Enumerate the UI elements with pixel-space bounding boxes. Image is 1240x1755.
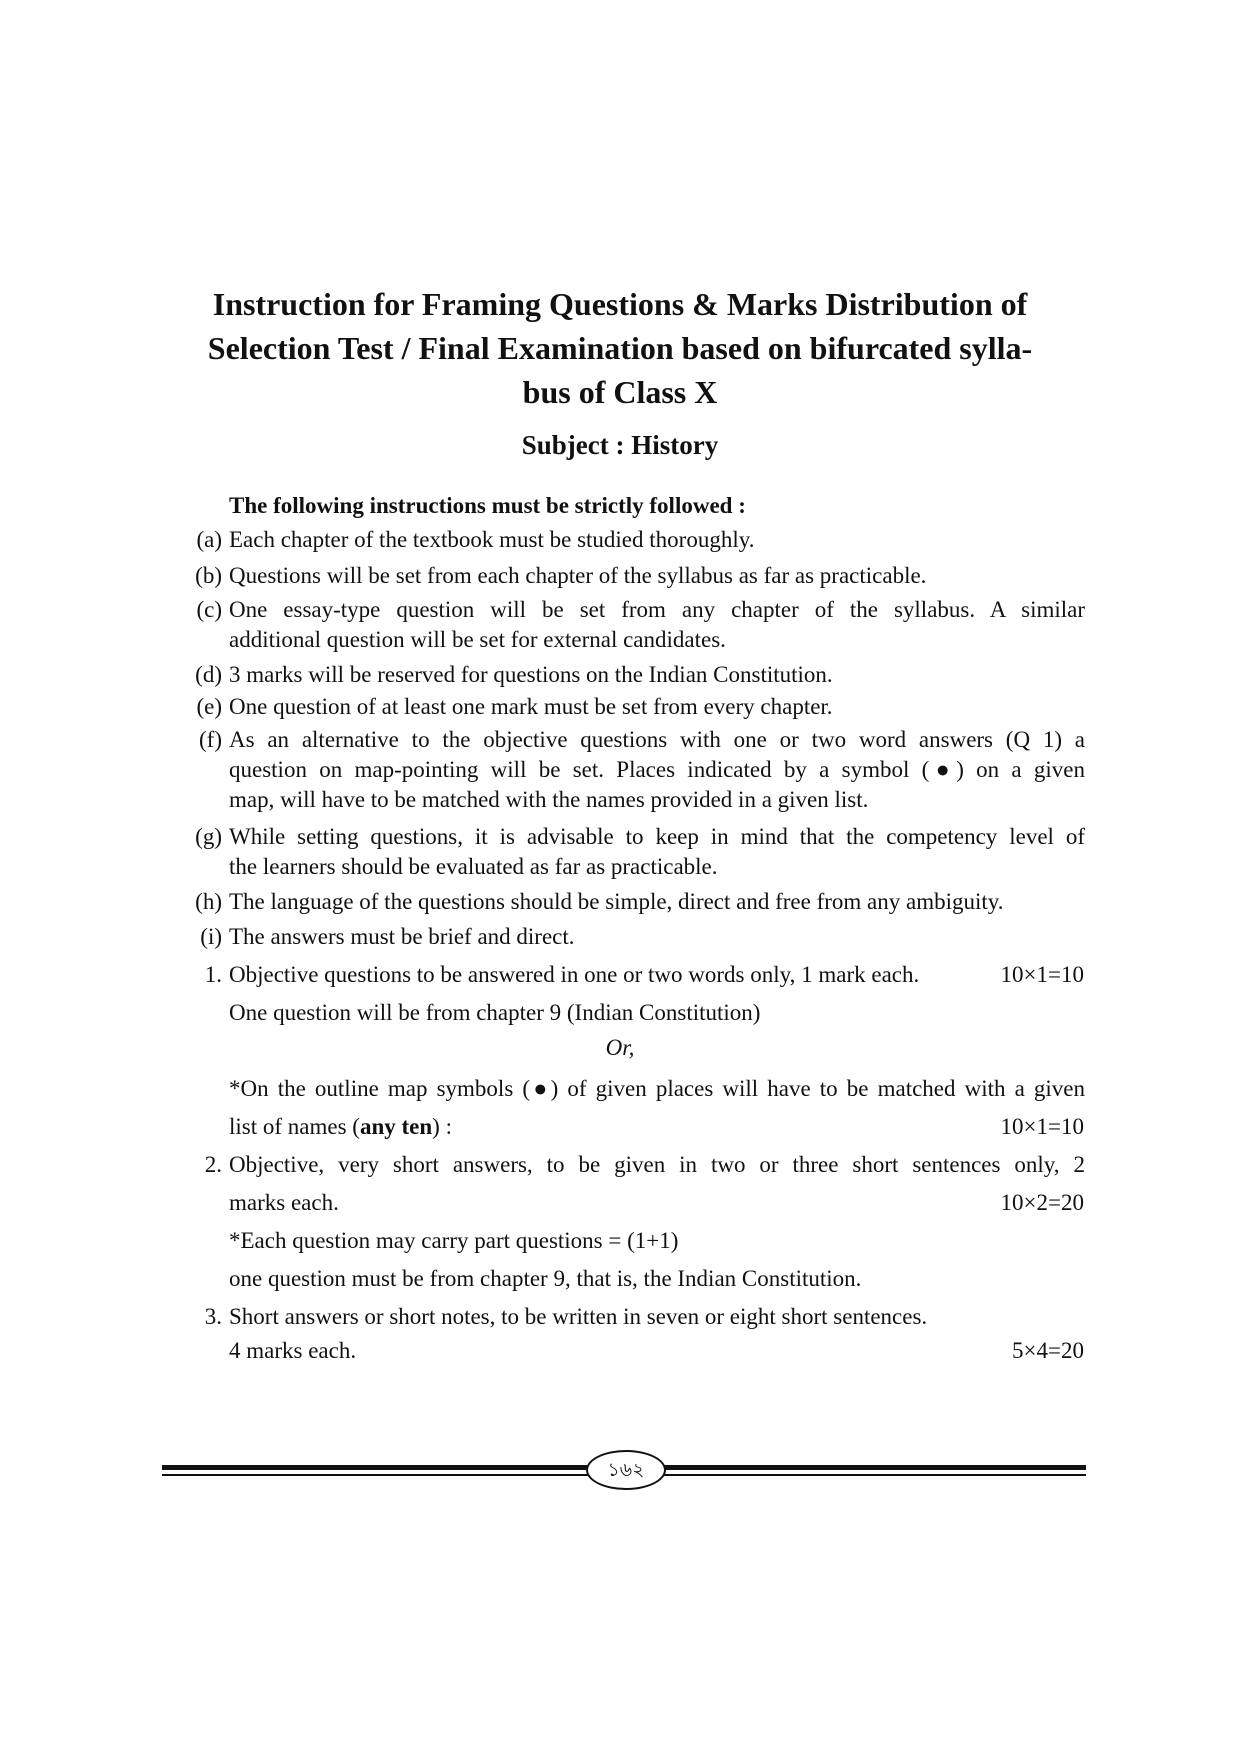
instruction-line: Questions will be set from each chapter of the syllabus as far as practicable.	[229, 563, 927, 588]
instruction-text	[229, 822, 1085, 882]
instruction-marker: (d)	[195, 662, 222, 687]
question-text	[229, 1112, 1085, 1142]
question-line: *Each question may carry part questions = (1+1)	[229, 1228, 679, 1253]
question-text	[229, 1226, 1085, 1256]
question-text	[229, 1264, 1085, 1294]
question-text	[229, 1302, 1085, 1332]
instruction-text	[229, 595, 1085, 655]
instruction-line: 3 marks will be reserved for questions on the Indian Constitution.	[229, 662, 833, 687]
page-title	[160, 282, 1080, 414]
question-number: 1.	[204, 962, 222, 987]
marks-value: 10×2=20	[1000, 1190, 1084, 1215]
instructions-intro: The following instructions must be strictly followed :	[229, 493, 746, 518]
page-number: ১৬২	[586, 1450, 666, 1490]
marks-value: 10×1=10	[1000, 1114, 1084, 1139]
question-line: *On the outline map symbols (●) of given places will have to be matched with a given	[229, 1076, 1085, 1101]
instruction-text	[229, 887, 1085, 917]
instruction-line: additional question will be set for external candidates.	[229, 627, 726, 652]
question-line	[229, 1112, 1085, 1142]
instruction-marker: (e)	[196, 694, 222, 719]
question-text	[229, 1336, 1085, 1366]
question-line-post: ) :	[432, 1114, 452, 1139]
instruction-marker: (g)	[195, 824, 222, 849]
instruction-line: One question of at least one mark must be set from every chapter.	[229, 694, 833, 719]
title-line-1: Instruction for Framing Questions & Marks Distribution of	[212, 286, 1028, 322]
question-line: one question must be from chapter 9, that is, the Indian Constitution.	[229, 1266, 862, 1291]
instruction-marker: (c)	[196, 597, 222, 622]
instruction-marker: (b)	[195, 563, 222, 588]
page-footer	[162, 1450, 1086, 1490]
marks-value: 5×4=20	[1012, 1338, 1084, 1363]
question-line: Short answers or short notes, to be written in seven or eight short sentences.	[229, 1304, 928, 1329]
instruction-line: The answers must be brief and direct.	[229, 924, 575, 949]
instruction-marker: (a)	[196, 527, 222, 552]
question-line: Objective questions to be answered in one or two words only, 1 mark each.	[229, 962, 920, 987]
question-line: One question will be from chapter 9 (Indian Constitution)	[229, 1000, 761, 1025]
question-line: marks each.	[229, 1190, 339, 1215]
instruction-line: One essay-type question will be set from any chapter of the syllabus. A similar	[229, 597, 1085, 622]
instruction-text	[229, 525, 1085, 555]
question-line: 4 marks each.	[229, 1338, 357, 1363]
instruction-text	[229, 922, 1085, 952]
subject-heading: Subject : History	[521, 430, 719, 460]
instruction-line: question on map-pointing will be set. Places indicated by a symbol (●) on a given	[229, 757, 1085, 782]
instruction-line: the learners should be evaluated as far as practicable.	[229, 854, 718, 879]
instruction-line: map, will have to be matched with the names provided in a given list.	[229, 787, 869, 812]
or-separator: Or,	[605, 1035, 635, 1060]
instruction-line: The language of the questions should be simple, direct and free from any ambiguity.	[229, 889, 1004, 914]
marks-value: 10×1=10	[1000, 962, 1084, 987]
instruction-marker: (i)	[200, 924, 222, 949]
instruction-marker: (f)	[199, 727, 222, 752]
question-text	[229, 1074, 1085, 1104]
question-text	[229, 998, 1085, 1028]
question-text	[229, 1188, 1085, 1218]
question-line-pre: list of names (	[229, 1114, 360, 1139]
question-number: 2.	[204, 1152, 222, 1177]
question-number: 3.	[204, 1304, 222, 1329]
instruction-line: Each chapter of the textbook must be studied thoroughly.	[229, 527, 755, 552]
instruction-text	[229, 561, 1085, 591]
title-line-2: Selection Test / Final Examination based on bifurcated sylla-	[207, 330, 1033, 366]
question-line: Objective, very short answers, to be given in two or three short sentences only, 2	[229, 1152, 1085, 1177]
instruction-line: While setting questions, it is advisable to keep in mind that the competency level of	[229, 824, 1085, 849]
question-text	[229, 960, 1085, 990]
instruction-marker: (h)	[195, 889, 222, 914]
instruction-text	[229, 692, 1085, 722]
title-line-3: bus of Class X	[522, 374, 718, 410]
instruction-line: As an alternative to the objective questions with one or two word answers (Q 1) a	[229, 727, 1085, 752]
emphasis-text: any ten	[359, 1114, 433, 1139]
question-text	[229, 1150, 1085, 1180]
instruction-text	[229, 725, 1085, 815]
instruction-text	[229, 660, 1085, 690]
